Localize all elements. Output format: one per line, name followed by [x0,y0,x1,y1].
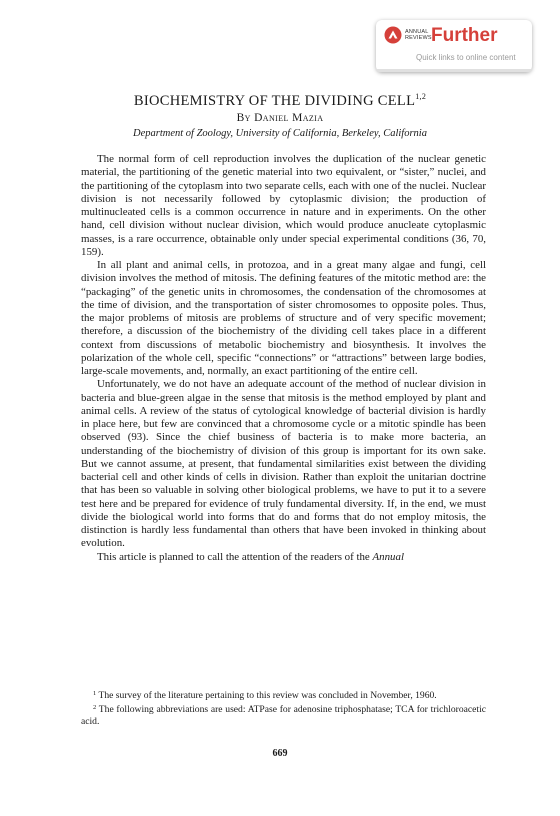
footnote-mark: 1 [93,690,97,697]
page-number: 669 [272,748,288,759]
last-paragraph-text: This article is planned to call the attention of the readers of the [97,550,370,563]
article-title-footnote-marks: 1,2 [415,92,427,101]
footnote-mark: 2 [93,704,97,711]
footnote [81,688,486,702]
badge-reviews-text: REVIEWS [405,35,432,41]
annual-reviews-logo-icon [384,26,402,44]
badge-annual-reviews-label [405,29,432,41]
last-paragraph-italic: Annual [372,550,404,563]
body-paragraph: The normal form of cell reproduction involves the duplication of the nuclear genetic material, the partitioning of the genetic material into two equivalent, or “sister,” nuclei, and the partitioning of the cytoplasm into two separate cells, each with one of the nuclei. Nuclear division is not necessarily followed by cytoplasmic division; the production of multinucleated cells is a common occurrence in nature and in experiments. On the other hand, cell division without nuclear division, which would produce anucleate cytoplasmic masses, is a rare occurrence, obtainable only under special experimental conditions (36, 70, 159). [81,153,486,258]
body-paragraph: Unfortunately, we do not have an adequate account of the method of nuclear division in bacteria and blue-green algae in the sense that mitosis is the method employed by plant and animal cells. A review of the status of cytological knowledge of bacterial division is hardly in place here, but few are convinced that a chromosome cycle or a mitotic spindle has been observed (93). Since the chief business of bacteria is to make more bacteria, an understanding of the biochemistry of division of this group is important for its own sake. But we cannot assume, at present, that fundamental similarities exist between the dividing bacterial cell and other kinds of cells in division. Rather than exploit the unitarian doctrine that has been so valuable in solving other biological problems, we have to put it to a severe test here and be prepared for evidence of truly fundamental diversity. If, in the end, we must divide the biological world into forms that do and forms that do not employ mitosis, the distinction is hardly less fundamental than others that have been invoked in thinking about evolution. [81,378,486,550]
badge-further-text: Further [431,25,498,46]
badge-subtitle: Quick links to online content [416,53,516,62]
article-author: By Daniel Mazia [236,112,324,124]
footnote [81,702,486,728]
footnotes [81,688,486,728]
article-body [81,153,486,564]
body-paragraph-last [81,551,486,564]
badge-annual-text: ANNUAL [405,29,429,35]
article-affiliation: Department of Zoology, University of California, Berkeley, California [133,128,427,139]
body-paragraph: In all plant and animal cells, in protozoa, and in a great many algae and fungi, cell division involves the method of mitosis. The defining features of the mitotic method are: the “packaging” of the genetic units in chromosomes, the condensation of the chromosomes at the time of division, and the transportation of sister chromosomes to opposite poles. Thus, the major problems of mitosis are problems of structure and of very specific movement; therefore, a discussion of the biochemistry of the dividing cell takes place in a different context from discussions of metabolic biochemistry and biosynthesis. It involves the polarization of the whole cell, specific “connections” or “attractions” between large bodies, large-scale movements, and, normally, an exact partitioning of the entire cell. [81,259,486,377]
footnote-text: The survey of the literature pertaining to this review was concluded in November, 1960. [98,690,437,701]
annual-reviews-further-badge[interactable] [376,20,532,72]
article-title-text: BIOCHEMISTRY OF THE DIVIDING CELL [133,93,416,109]
article-title [0,88,560,110]
footnote-text: The following abbreviations are used: ATPase for adenosine triphosphatase; TCA for trichloroacetic acid. [81,704,486,727]
badge-bottom-bar [376,69,532,72]
